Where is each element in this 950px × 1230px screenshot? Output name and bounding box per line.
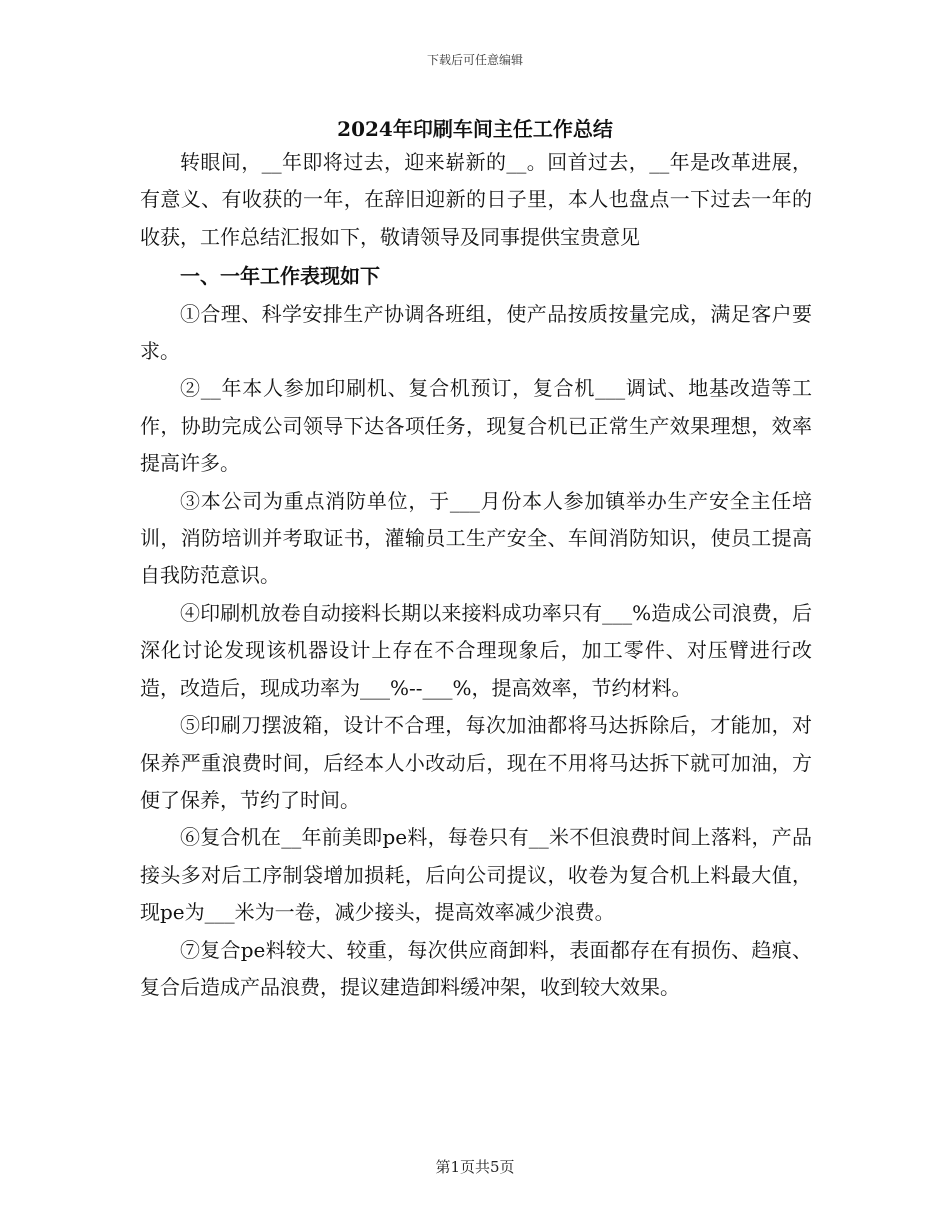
document-title: 2024年印刷车间主任工作总结 bbox=[337, 117, 613, 141]
list-item: ⑥复合机在__年前美即pe料，每卷只有__米不但浪费时间上落料，产品接头多对后工序制袋增加损耗，后向公司提议，收卷为复合机上料最大值，现pe为___米为一卷，减少接头，提高效率减少浪费。 bbox=[140, 825, 812, 925]
page-header-note: 下载后可任意编辑 bbox=[426, 53, 523, 67]
intro-paragraph: 转眼间，__年即将过去，迎来崭新的__。回首过去，__年是改革进展，有意义、有收获的一年，在辞旧迎新的日子里，本人也盘点一下过去一年的收获，工作总结汇报如下，敬请领导及同事提供宝贵意见 bbox=[140, 150, 812, 249]
list-item: ⑦复合pe料较大、较重，每次供应商卸料，表面都存在有损伤、趋痕、复合后造成产品浪费，提议建造卸料缓冲架，收到较大效果。 bbox=[140, 937, 812, 999]
list-item: ②__年本人参加印刷机、复合机预订，复合机___调试、地基改造等工作，协助完成公司领导下达各项任务，现复合机已正常生产效果理想，效率提高许多。 bbox=[140, 376, 812, 476]
document-body bbox=[140, 144, 812, 1006]
list-item: ⑤印刷刀摆波箱，设计不合理，每次加油都将马达拆除后，才能加，对保养严重浪费时间，后经本人小改动后，现在不用将马达拆下就可加油，方便了保养，节约了时间。 bbox=[140, 713, 812, 812]
page-number: 第1页共5页 bbox=[435, 1158, 515, 1176]
section-heading: 一、一年工作表现如下 bbox=[180, 264, 380, 289]
list-item: ①合理、科学安排生产协调各班组，使产品按质按量完成，满足客户要求。 bbox=[140, 301, 812, 364]
list-item: ④印刷机放卷自动接料长期以来接料成功率只有___%造成公司浪费，后深化讨论发现该机器设计上存在不合理现象后，加工零件、对压臂进行改造，改造后，现成功率为___%--___%，提高效率，节约材料。 bbox=[140, 600, 812, 700]
list-item: ③本公司为重点消防单位，于___月份本人参加镇举办生产安全主任培训，消防培训并考取证书，灌输员工生产安全、车间消防知识，使员工提高自我防范意识。 bbox=[140, 488, 812, 588]
